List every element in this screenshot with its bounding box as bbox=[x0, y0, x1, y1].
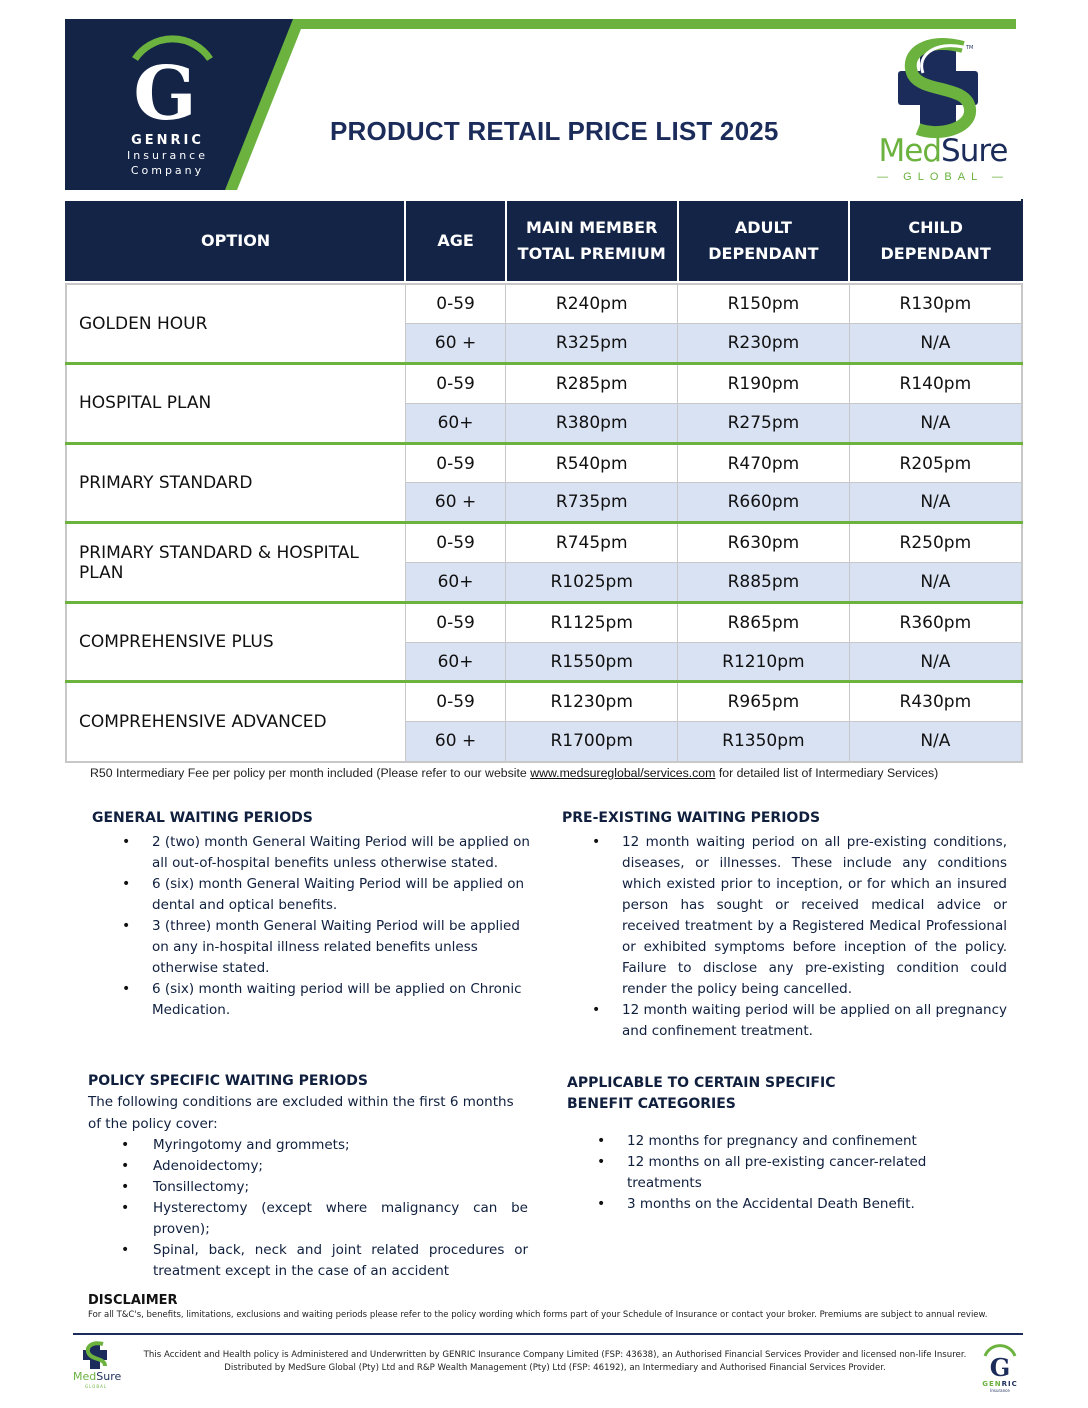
svg-text:MedSure bbox=[73, 1370, 121, 1383]
age-cell: 60+ bbox=[405, 563, 506, 603]
adult-dependant-cell: R275pm bbox=[678, 403, 850, 443]
main-premium-cell: R240pm bbox=[506, 284, 678, 324]
table-row bbox=[66, 682, 1022, 722]
child-dependant-cell: N/A bbox=[849, 563, 1022, 603]
age-cell: 60 + bbox=[405, 324, 506, 364]
main-premium-cell: R1230pm bbox=[506, 682, 678, 722]
child-dependant-cell: N/A bbox=[849, 324, 1022, 364]
general-waiting-title: GENERAL WAITING PERIODS bbox=[92, 810, 313, 826]
child-dependant-cell: R430pm bbox=[849, 682, 1022, 722]
list-item: • 12 month waiting period will be applied on all pregnancy and confinement treatment. bbox=[562, 1000, 1007, 1042]
list-item: • 12 months for pregnancy and confinement bbox=[567, 1131, 987, 1152]
genric-wordmark-part1: GEN bbox=[131, 133, 171, 148]
pre-existing-title: PRE-EXISTING WAITING PERIODS bbox=[562, 810, 821, 826]
option-name: COMPREHENSIVE ADVANCED bbox=[66, 682, 405, 762]
child-dependant-cell: R130pm bbox=[849, 284, 1022, 324]
col-header-adult-line1: ADULT bbox=[734, 218, 792, 237]
child-dependant-cell: N/A bbox=[849, 483, 1022, 523]
price-table bbox=[65, 199, 1023, 763]
main-premium-cell: R325pm bbox=[506, 324, 678, 364]
medsure-wordmark-med: Med bbox=[878, 133, 942, 169]
age-cell: 0-59 bbox=[405, 364, 506, 404]
footer-medsure-sure: Sure bbox=[96, 1370, 122, 1383]
medsure-subtitle: — GLOBAL — bbox=[877, 171, 1009, 183]
adult-dependant-cell: R865pm bbox=[678, 602, 850, 642]
intermediary-fee-note bbox=[90, 766, 1020, 780]
col-header-main-line1: MAIN MEMBER bbox=[525, 218, 658, 237]
main-premium-cell: R735pm bbox=[506, 483, 678, 523]
option-name: PRIMARY STANDARD & HOSPITAL PLAN bbox=[66, 523, 405, 603]
adult-dependant-cell: R150pm bbox=[678, 284, 850, 324]
footer-genric-sub: Insurance bbox=[990, 1388, 1010, 1393]
table-row bbox=[66, 602, 1022, 642]
medsure-logo bbox=[868, 33, 1018, 183]
adult-dependant-cell: R630pm bbox=[678, 523, 850, 563]
list-item: • Adenoidectomy; bbox=[88, 1156, 528, 1177]
col-header-child-line1: CHILD bbox=[908, 218, 963, 237]
genric-wordmark-line3: Company bbox=[130, 164, 205, 177]
footer-medsure-med: Med bbox=[73, 1370, 97, 1383]
col-header-main-line2: TOTAL PREMIUM bbox=[517, 244, 666, 263]
adult-dependant-cell: R1210pm bbox=[678, 642, 850, 682]
medsure-cross-small-icon bbox=[73, 1340, 123, 1392]
main-premium-cell: R380pm bbox=[506, 403, 678, 443]
table-row bbox=[66, 523, 1022, 563]
policy-specific-section bbox=[88, 1073, 528, 1282]
genric-wordmark-part2: RIC bbox=[170, 133, 204, 148]
main-premium-cell: R1125pm bbox=[506, 602, 678, 642]
option-name: COMPREHENSIVE PLUS bbox=[66, 602, 405, 682]
disclaimer bbox=[88, 1293, 1018, 1320]
table-header-row bbox=[66, 200, 1022, 282]
list-item: • Tonsillectomy; bbox=[88, 1177, 528, 1198]
adult-dependant-cell: R1350pm bbox=[678, 722, 850, 762]
fee-note-text-after: for detailed list of Intermediary Services) bbox=[715, 766, 939, 780]
col-header-adult-line2: DEPENDANT bbox=[708, 244, 819, 263]
age-cell: 60 + bbox=[405, 483, 506, 523]
genric-wordmark-line2: Insurance bbox=[127, 149, 208, 162]
genric-letter: G bbox=[133, 51, 197, 137]
col-header-age: AGE bbox=[405, 200, 506, 282]
table-row bbox=[66, 364, 1022, 404]
list-item: • 2 (two) month General Waiting Period will be applied on all out-of-hospital benefits unless otherwise stated. bbox=[92, 832, 532, 874]
age-cell: 0-59 bbox=[405, 602, 506, 642]
website-link[interactable]: www.medsureglobal/services.com bbox=[530, 766, 716, 780]
adult-dependant-cell: R660pm bbox=[678, 483, 850, 523]
page-title: PRODUCT RETAIL PRICE LIST 2025 bbox=[330, 116, 779, 146]
footer-legal-text bbox=[135, 1349, 975, 1375]
list-item: • Spinal, back, neck and joint related procedures or treatment except in the case of an accident bbox=[88, 1240, 528, 1282]
adult-dependant-cell: R470pm bbox=[678, 443, 850, 483]
footer-genric-gen: GEN bbox=[982, 1380, 1002, 1388]
age-cell: 60+ bbox=[405, 403, 506, 443]
applicable-section bbox=[567, 1073, 987, 1215]
child-dependant-cell: N/A bbox=[849, 403, 1022, 443]
adult-dependant-cell: R965pm bbox=[678, 682, 850, 722]
svg-text:GENRIC bbox=[982, 1380, 1018, 1388]
footer-medsure-logo bbox=[73, 1340, 123, 1392]
table-row bbox=[66, 443, 1022, 483]
child-dependant-cell: R250pm bbox=[849, 523, 1022, 563]
list-item: • 12 month waiting period on all pre-existing conditions, diseases, or illnesses. These include any conditions which existed prior to inception, or for which an insured person has sought or received medical advice or received treatment by a Registered Medical Professional or exhibited symptoms before inception of the policy. Failure to disclose any pre-existing condition could render the policy being cancelled. bbox=[562, 832, 1007, 1000]
child-dependant-cell: R140pm bbox=[849, 364, 1022, 404]
medsure-cross-icon bbox=[868, 33, 1018, 143]
fee-note-text-before: R50 Intermediary Fee per policy per month included (Please refer to our website bbox=[90, 766, 531, 780]
age-cell: 0-59 bbox=[405, 443, 506, 483]
main-premium-cell: R1550pm bbox=[506, 642, 678, 682]
list-item: • Myringotomy and grommets; bbox=[88, 1135, 528, 1156]
age-cell: 60 + bbox=[405, 722, 506, 762]
disclaimer-title: DISCLAIMER bbox=[88, 1293, 178, 1308]
pre-existing-section bbox=[562, 810, 1007, 1042]
footer-line-1: This Accident and Health policy is Administered and Underwritten by GENRIC Insurance Company Limited (FSP: 43638), an Authorised Financial Services Provider and licensed non-life Insurer. bbox=[143, 1350, 967, 1360]
list-item: • 3 months on the Accidental Death Benefit. bbox=[567, 1194, 987, 1215]
adult-dependant-cell: R885pm bbox=[678, 563, 850, 603]
policy-specific-intro: The following conditions are excluded within the first 6 months of the policy cover: bbox=[88, 1094, 514, 1132]
main-premium-cell: R285pm bbox=[506, 364, 678, 404]
genric-small-icon bbox=[975, 1342, 1025, 1394]
main-premium-cell: R1025pm bbox=[506, 563, 678, 603]
medsure-wordmark bbox=[868, 133, 1018, 169]
footer-genric-ric: RIC bbox=[1001, 1380, 1018, 1388]
option-name: HOSPITAL PLAN bbox=[66, 364, 405, 444]
child-dependant-cell: N/A bbox=[849, 642, 1022, 682]
option-name: GOLDEN HOUR bbox=[66, 284, 405, 364]
header-accent-line bbox=[280, 19, 1016, 29]
col-header-child-line2: DEPENDANT bbox=[880, 244, 991, 263]
policy-specific-title: POLICY SPECIFIC WAITING PERIODS bbox=[88, 1073, 369, 1089]
trademark-mark: TM bbox=[966, 45, 974, 51]
list-item: • 6 (six) month General Waiting Period will be applied on dental and optical benefits. bbox=[92, 874, 532, 916]
col-header-option: OPTION bbox=[66, 200, 405, 282]
list-item: • 3 (three) month General Waiting Period will be applied on any in-hospital illness related benefits unless otherwise stated. bbox=[92, 916, 532, 979]
footer-genric-logo bbox=[975, 1342, 1025, 1394]
applicable-title: APPLICABLE TO CERTAIN SPECIFIC BENEFIT CATEGORIES bbox=[567, 1075, 836, 1112]
medsure-wordmark-sure: Sure bbox=[941, 133, 1008, 169]
age-cell: 0-59 bbox=[405, 523, 506, 563]
option-name: PRIMARY STANDARD bbox=[66, 443, 405, 523]
genric-logo bbox=[65, 19, 301, 190]
footer-divider bbox=[73, 1333, 1023, 1335]
col-header-child bbox=[849, 200, 1022, 282]
age-cell: 0-59 bbox=[405, 284, 506, 324]
age-cell: 60+ bbox=[405, 642, 506, 682]
table-row bbox=[66, 284, 1022, 324]
list-item: • 12 months on all pre-existing cancer-related treatments bbox=[567, 1152, 987, 1194]
footer-medsure-sub: GLOBAL bbox=[85, 1384, 108, 1389]
footer-line-2: Distributed by MedSure Global (Pty) Ltd and R&P Wealth Management (Pty) Ltd (FSP: 46192), an Intermediary and Authorised Financial Services Provider. bbox=[224, 1363, 886, 1373]
col-header-adult bbox=[678, 200, 850, 282]
main-premium-cell: R745pm bbox=[506, 523, 678, 563]
adult-dependant-cell: R230pm bbox=[678, 324, 850, 364]
age-cell: 0-59 bbox=[405, 682, 506, 722]
col-header-main-member bbox=[506, 200, 678, 282]
footer-genric-letter: G bbox=[989, 1353, 1011, 1382]
list-item: • 6 (six) month waiting period will be applied on Chronic Medication. bbox=[92, 979, 532, 1021]
child-dependant-cell: R205pm bbox=[849, 443, 1022, 483]
list-item: • Hysterectomy (except where malignancy can be proven); bbox=[88, 1198, 528, 1240]
genric-wordmark bbox=[65, 133, 270, 178]
main-premium-cell: R540pm bbox=[506, 443, 678, 483]
child-dependant-cell: N/A bbox=[849, 722, 1022, 762]
main-premium-cell: R1700pm bbox=[506, 722, 678, 762]
adult-dependant-cell: R190pm bbox=[678, 364, 850, 404]
disclaimer-text: For all T&C's, benefits, limitations, exclusions and waiting periods please refer to the policy wording which forms part of your Schedule of Insurance or contact your broker. Premiums are subject to annual review. bbox=[88, 1310, 988, 1320]
general-waiting-section bbox=[92, 810, 532, 1021]
child-dependant-cell: R360pm bbox=[849, 602, 1022, 642]
